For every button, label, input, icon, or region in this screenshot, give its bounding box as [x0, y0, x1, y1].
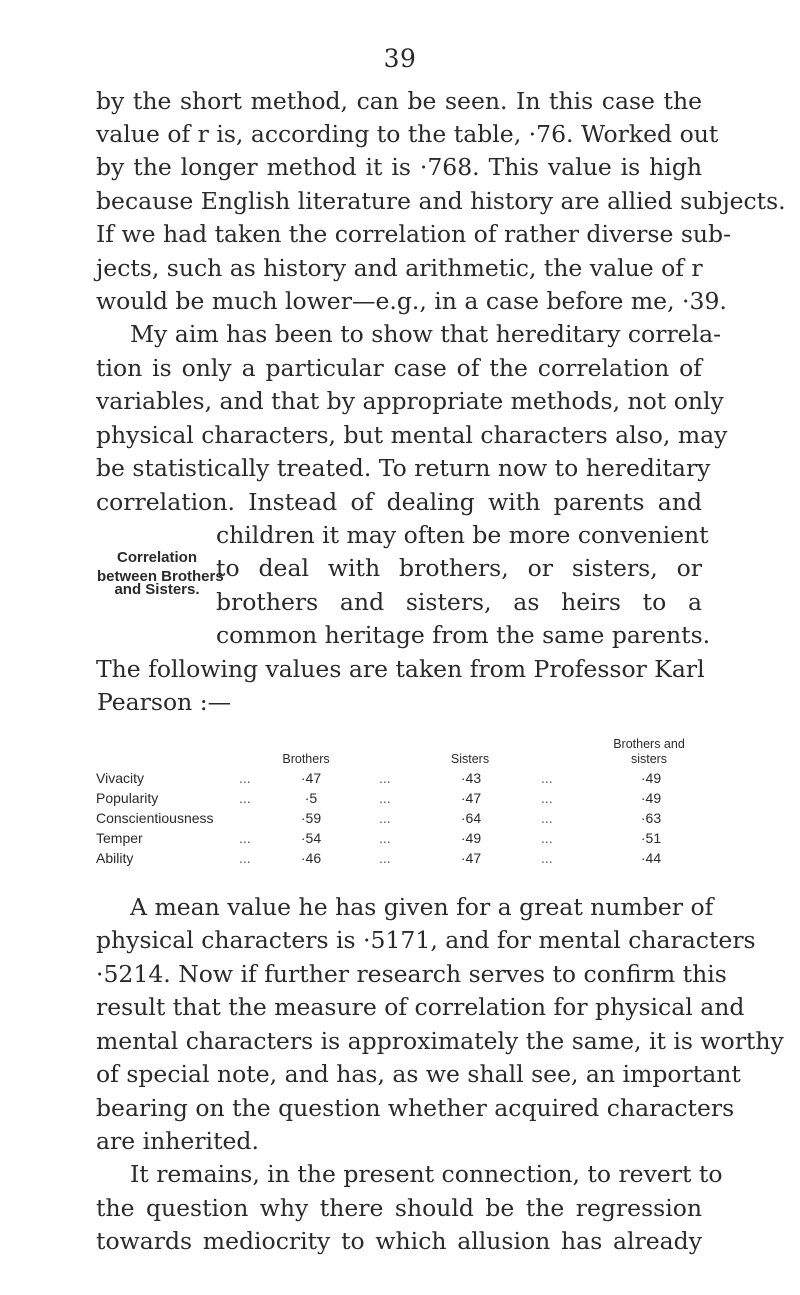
text-line: physical characters, but mental characters also, may	[96, 421, 728, 449]
text-line: children it may often be more convenient	[216, 521, 709, 549]
value-sisters: ·47	[460, 790, 482, 806]
leader-dots: ...	[239, 770, 251, 786]
text-line: by the short method, can be seen. In this case the	[96, 87, 702, 115]
text-line: correlation. Instead of dealing with parents and	[96, 488, 702, 516]
table-row	[96, 770, 702, 788]
table-row	[96, 810, 702, 828]
leader-dots: ...	[379, 850, 391, 866]
page-number: 39	[383, 44, 417, 73]
text-line: A mean value he has given for a great number of	[130, 893, 714, 921]
value-sisters: ·47	[460, 850, 482, 866]
text-line: variables, and that by appropriate methods, not only	[96, 387, 724, 415]
row-label: Temper	[96, 830, 143, 846]
text-line: the question why there should be the regression	[96, 1194, 702, 1222]
value-both: ·51	[640, 830, 662, 846]
leader-dots: ...	[379, 790, 391, 806]
value-sisters: ·49	[460, 830, 482, 846]
value-brothers: ·46	[300, 850, 322, 866]
value-brothers: ·54	[300, 830, 322, 846]
text-line: It remains, in the present connection, to revert to	[130, 1160, 723, 1188]
column-header-brothers: Brothers	[282, 752, 330, 766]
text-line: mental characters is approximately the same, it is worthy	[96, 1027, 784, 1055]
text-line: result that the measure of correlation for physical and	[96, 993, 745, 1021]
table-row	[96, 790, 702, 808]
text-line: ·5214. Now if further research serves to confirm this	[96, 960, 727, 988]
value-both: ·63	[640, 810, 662, 826]
sidenote-line: and Sisters.	[114, 581, 200, 598]
table-row	[96, 830, 702, 848]
leader-dots: ...	[379, 830, 391, 846]
leader-dots: ...	[541, 770, 553, 786]
leader-dots: ...	[379, 810, 391, 826]
text-line: If we had taken the correlation of rather diverse sub-	[96, 220, 732, 248]
leader-dots: ...	[541, 810, 553, 826]
column-header-both: Brothers and	[613, 737, 685, 751]
text-line: brothers and sisters, as heirs to a	[216, 588, 702, 616]
table-row	[96, 850, 702, 868]
value-both: ·49	[640, 770, 662, 786]
text-line: would be much lower—e.g., in a case before me, ·39.	[96, 287, 727, 315]
text-line: value of r is, according to the table, ·76. Worked out	[96, 120, 719, 148]
text-line: bearing on the question whether acquired characters	[96, 1094, 735, 1122]
row-label: Ability	[96, 850, 134, 866]
leader-dots: ...	[239, 790, 251, 806]
leader-dots: ...	[541, 790, 553, 806]
row-label: Vivacity	[96, 770, 144, 786]
text-line: My aim has been to show that hereditary correla-	[130, 320, 722, 348]
value-brothers: ·47	[300, 770, 322, 786]
text-line: by the longer method it is ·768. This value is high	[96, 153, 702, 181]
value-both: ·49	[640, 790, 662, 806]
sidenote-line: between Brothers	[97, 568, 224, 585]
text-line: physical characters is ·5171, and for mental characters	[96, 926, 756, 954]
text-line: because English literature and history are allied subjects.	[96, 187, 786, 215]
text-line: jects, such as history and arithmetic, the value of r	[96, 254, 703, 282]
text-line: are inherited.	[96, 1127, 259, 1155]
sidenote-line: Correlation	[116, 549, 197, 566]
value-brothers: ·59	[300, 810, 322, 826]
leader-dots: ...	[239, 830, 251, 846]
column-header-both: sisters	[630, 752, 668, 766]
text-line: The following values are taken from Professor Karl	[96, 655, 705, 683]
text-line: Pearson :—	[97, 688, 232, 716]
value-brothers: ·5	[304, 790, 318, 806]
leader-dots: ...	[541, 830, 553, 846]
row-label: Popularity	[96, 790, 159, 806]
leader-dots: ...	[379, 770, 391, 786]
leader-dots: ...	[239, 850, 251, 866]
column-header-sisters: Sisters	[450, 752, 490, 766]
row-label: Conscientiousness	[96, 810, 214, 826]
text-line: common heritage from the same parents.	[216, 621, 711, 649]
text-line: tion is only a particular case of the correlation of	[96, 354, 702, 382]
text-line: of special note, and has, as we shall see, an important	[96, 1060, 741, 1088]
value-sisters: ·43	[460, 770, 482, 786]
text-line: to deal with brothers, or sisters, or	[216, 554, 702, 582]
text-line: be statistically treated. To return now to hereditary	[96, 454, 711, 482]
value-sisters: ·64	[460, 810, 482, 826]
text-line: towards mediocrity to which allusion has already	[96, 1227, 702, 1255]
value-both: ·44	[640, 850, 662, 866]
leader-dots: ...	[541, 850, 553, 866]
